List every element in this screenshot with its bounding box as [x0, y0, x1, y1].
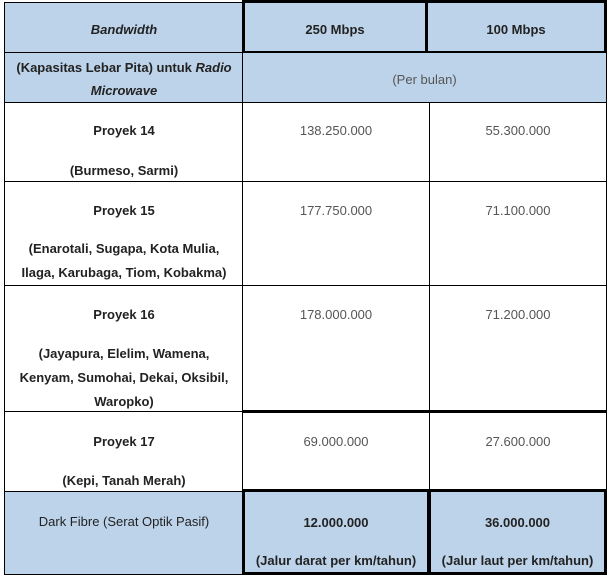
price-100: 55.300.000: [485, 123, 551, 138]
price-100-cell: [429, 102, 607, 182]
col-250-header: [242, 0, 428, 54]
per-month-cell: [242, 52, 607, 103]
price-100: 71.100.000: [485, 203, 551, 218]
capacity-label-italic1: Radio: [195, 60, 232, 75]
dark-fibre-sea-note: (Jalur laut per km/tahun): [441, 553, 594, 568]
dark-fibre-label-cell: [4, 491, 244, 575]
price-250-cell: [242, 181, 430, 286]
col-100-label: 100 Mbps: [486, 22, 546, 37]
dark-fibre-land-cell: [242, 489, 430, 575]
project-locations: Ilaga, Karubaga, Tiom, Kobakma): [21, 265, 227, 280]
price-100-cell: [429, 410, 607, 492]
project-name: Proyek 15: [93, 203, 155, 218]
capacity-label-text: (Kapasitas Lebar Pita) untuk: [16, 60, 196, 75]
col-250-label: 250 Mbps: [305, 22, 365, 37]
project-locations: (Enarotali, Sugapa, Kota Mulia,: [28, 241, 220, 256]
price-250: 138.250.000: [299, 123, 373, 138]
project-locations: Kenyam, Sumohai, Dekai, Oksibil,: [19, 370, 229, 385]
col-100-header: [425, 0, 607, 54]
dark-fibre-sea-cell: [428, 489, 607, 575]
price-100-cell: [429, 285, 607, 413]
project-name: Proyek 14: [93, 123, 155, 138]
price-250-cell: [242, 410, 430, 492]
per-month-label: (Per bulan): [392, 72, 457, 87]
price-100: 71.200.000: [485, 307, 551, 322]
capacity-label-italic2: Microwave: [90, 83, 158, 98]
price-100: 27.600.000: [485, 434, 551, 449]
bandwidth-header-cell: [4, 2, 244, 54]
dark-fibre-label: Dark Fibre (Serat Optik Pasif): [38, 514, 210, 529]
price-250-cell: [242, 285, 430, 413]
table-row-project: [4, 411, 244, 492]
project-locations: (Kepi, Tanah Merah): [62, 473, 186, 488]
price-250: 177.750.000: [299, 203, 373, 218]
dark-fibre-land-note: (Jalur darat per km/tahun): [255, 553, 417, 568]
project-name: Proyek 16: [93, 307, 155, 322]
project-locations: (Jayapura, Elelim, Wamena,: [38, 346, 210, 361]
table-row-project: [4, 285, 244, 413]
table-row-project: [4, 102, 244, 182]
project-name: Proyek 17: [93, 434, 155, 449]
project-locations: Waropko): [94, 394, 154, 409]
table-row-project: [4, 181, 244, 286]
bandwidth-label: Bandwidth: [90, 22, 158, 37]
dark-fibre-sea-price: 36.000.000: [484, 515, 551, 530]
price-250-cell: [242, 102, 430, 182]
capacity-header-cell: [4, 52, 244, 103]
project-locations: (Burmeso, Sarmi): [69, 163, 179, 178]
price-250: 69.000.000: [303, 434, 369, 449]
price-100-cell: [429, 181, 607, 286]
dark-fibre-land-price: 12.000.000: [303, 515, 369, 530]
price-250: 178.000.000: [299, 307, 373, 322]
